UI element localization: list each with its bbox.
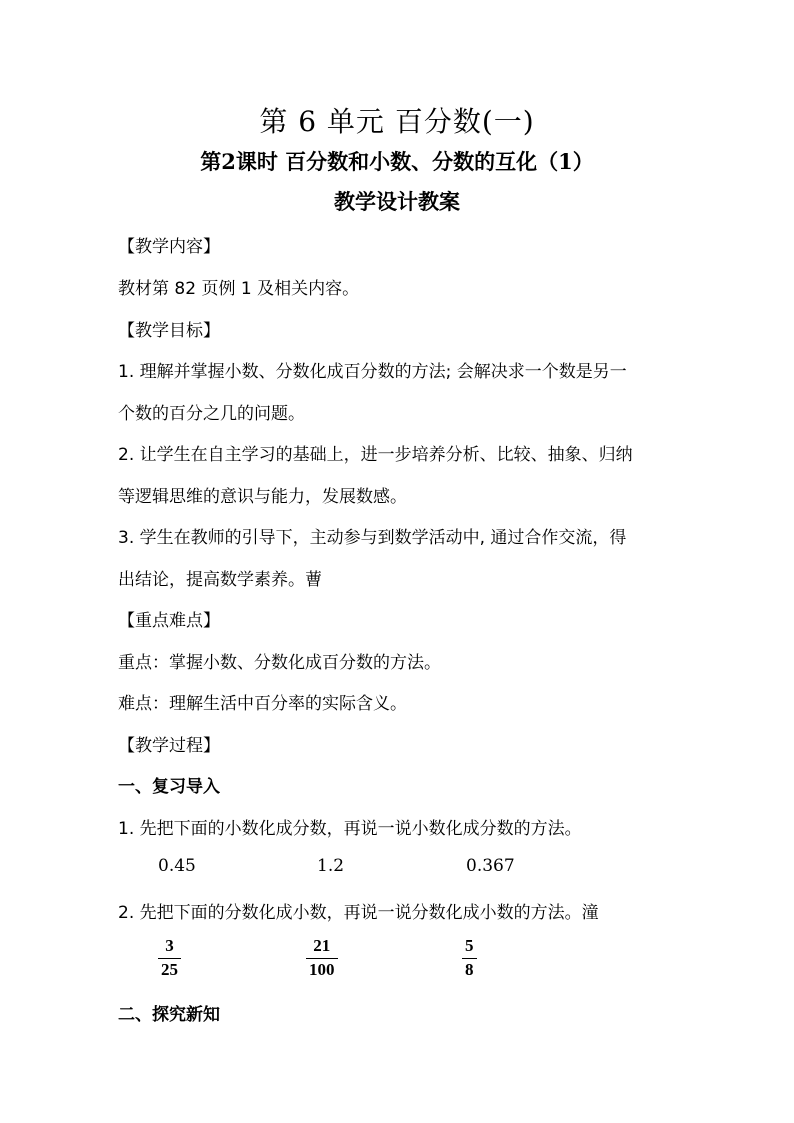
decimal-item: 1.2 — [317, 856, 345, 876]
fraction-item — [158, 937, 181, 979]
question-1: 1. 先把下面的小数化成分数，再说一说小数化成分数的方法。 — [118, 819, 582, 839]
fraction-numerator: 21 — [313, 936, 331, 955]
fraction-bar — [462, 958, 477, 959]
content-heading: 【教学内容】 — [118, 237, 220, 257]
goal-3-line-1: 3. 学生在教师的引导下，主动参与到数学活动中, 通过合作交流，得 — [118, 528, 627, 548]
page-title: 第 6 单元 百分数(一) — [259, 105, 535, 138]
question-2: 2. 先把下面的分数化成小数，再说一说分数化成小数的方法。潼 — [118, 903, 599, 923]
difficult-point: 难点：理解生活中百分率的实际含义。 — [118, 694, 407, 714]
goal-1-line-1: 1. 理解并掌握小数、分数化成百分数的方法; 会解决求一个数是另一 — [118, 362, 627, 382]
plan-subtitle: 教学设计教案 — [334, 189, 460, 214]
key-heading: 【重点难点】 — [118, 611, 220, 631]
fraction-item — [306, 937, 338, 979]
key-point: 重点：掌握小数、分数化成百分数的方法。 — [118, 653, 441, 673]
lesson-subtitle: 第2课时 百分数和小数、分数的互化（1） — [200, 149, 594, 174]
goal-2-line-2: 等逻辑思维的意识与能力，发展数感。 — [118, 487, 407, 507]
fraction-numerator: 5 — [465, 936, 474, 955]
fraction-item — [462, 937, 477, 979]
decimal-item: 0.367 — [466, 856, 515, 876]
goal-1-line-2: 个数的百分之几的问题。 — [118, 404, 305, 424]
fraction-denominator: 100 — [309, 960, 335, 979]
fraction-bar — [158, 958, 181, 959]
process-heading: 【教学过程】 — [118, 736, 220, 756]
fraction-denominator: 8 — [465, 960, 474, 979]
goal-3-line-2: 出结论，提高数学素养。蓸 — [118, 570, 322, 590]
content-text: 教材第 82 页例 1 及相关内容。 — [118, 279, 360, 299]
fraction-bar — [306, 958, 338, 959]
part-1-heading: 一、复习导入 — [118, 777, 220, 797]
part-2-heading: 二、探究新知 — [118, 1005, 220, 1025]
goals-heading: 【教学目标】 — [118, 321, 220, 341]
decimal-item: 0.45 — [158, 856, 196, 876]
fraction-denominator: 25 — [161, 960, 178, 979]
fraction-numerator: 3 — [165, 936, 174, 955]
goal-2-line-1: 2. 让学生在自主学习的基础上，进一步培养分析、比较、抽象、归纳 — [118, 445, 633, 465]
